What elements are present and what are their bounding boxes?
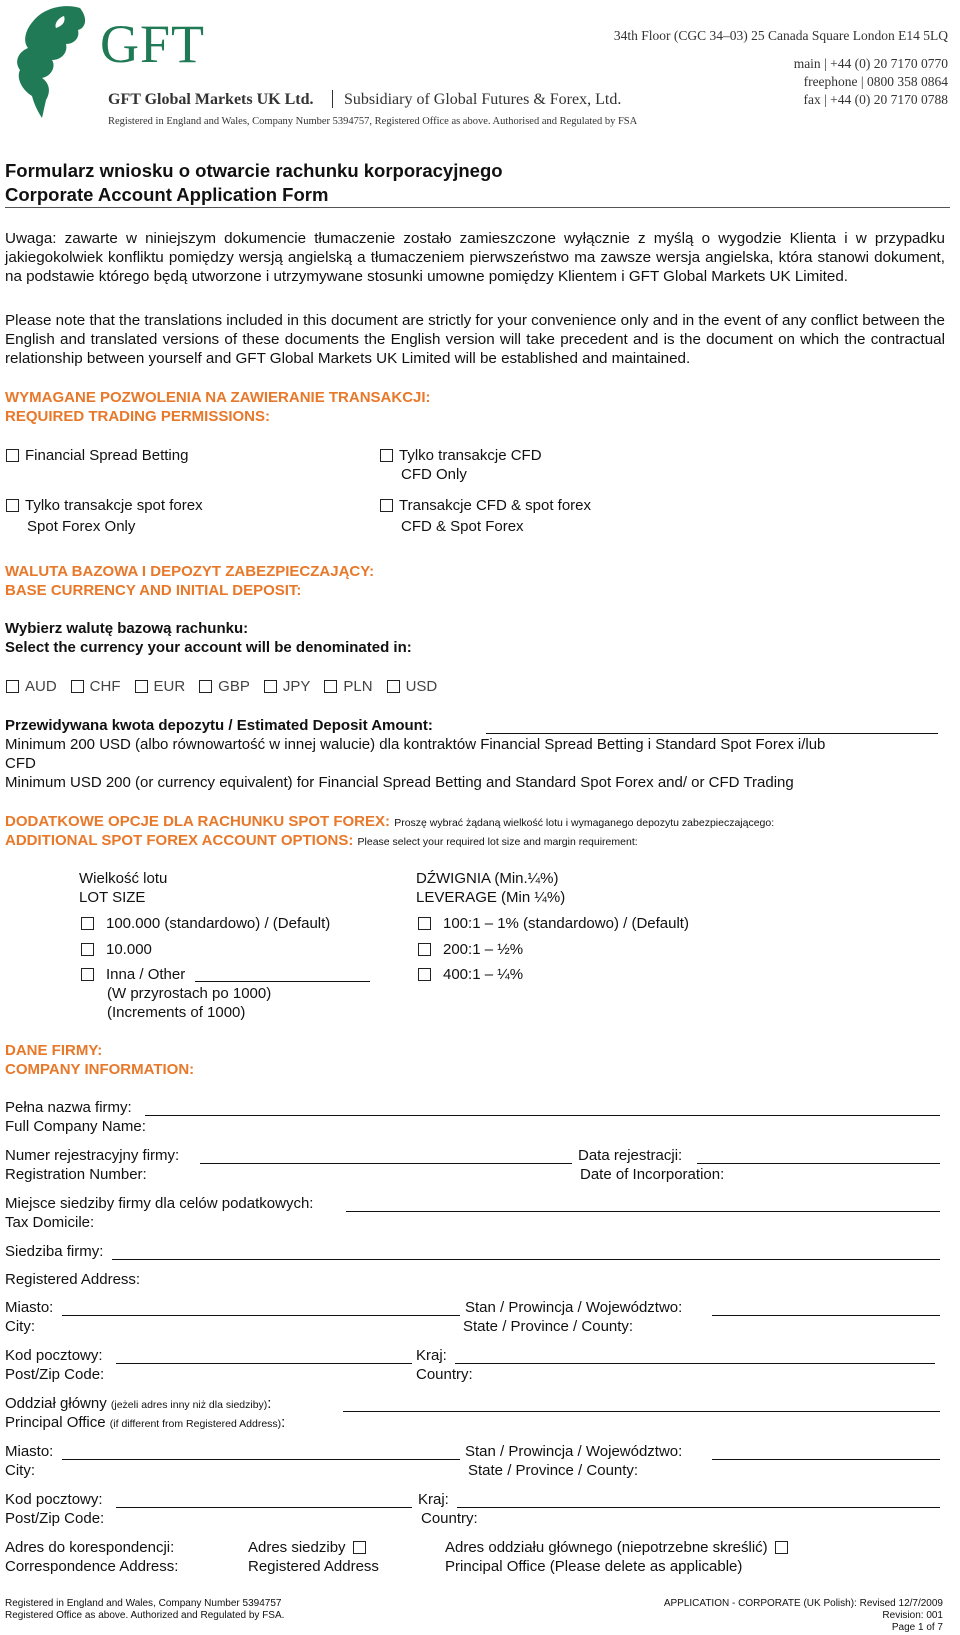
po-state-label-en: State / Province / County: <box>468 1462 639 1479</box>
permission-cfdspot-en: CFD & Spot Forex <box>401 518 524 535</box>
permission-cfd-en: CFD Only <box>401 466 467 483</box>
permission-cfd-label: Tylko transakcje CFD <box>399 447 542 464</box>
currency-pln[interactable]: PLN <box>324 677 372 696</box>
lot-heading-en: LOT SIZE <box>79 889 146 906</box>
po-city-label-en: City: <box>5 1462 35 1479</box>
phone-main: main | +44 (0) 20 7170 0770 <box>793 56 948 71</box>
options-heading-pl: DODATKOWE OPCJE DLA RACHUNKU SPOT FOREX: <box>5 813 391 830</box>
corr-principal-label: Adres oddziału głównego (niepotrzebne skreślić) <box>445 1539 768 1556</box>
registration-number-label-en: Registration Number: <box>5 1166 147 1183</box>
footer-page: Page 1 of 7 <box>891 1622 943 1633</box>
corr-principal-option[interactable] <box>445 1538 794 1557</box>
options-note-en: Please select your required lot size and margin requirement: <box>357 836 638 848</box>
currency-gbp[interactable]: GBP <box>199 677 250 696</box>
state-label: Stan / Prowincja / Województwo: <box>465 1299 683 1316</box>
permission-fsb-label: Financial Spread Betting <box>25 447 189 464</box>
currency-jpy[interactable]: JPY <box>264 677 311 696</box>
notice-pl: Uwaga: zawarte w niniejszym dokumencie tłumaczenie zostało zamieszczone wyłącznie z myślą o wygodzie Klienta i w przypadku jakiegokolwiek konfliktu pomiędzy wersją angielską a tłumaczeniem pierwszeństwo ma zawsze wersja angielska, która stanowi dokument, na podstawie którego będą utworzone i utrzymywane stosunki umowne pomiędzy Klientem i GFT Global Markets UK Limited. <box>5 230 945 285</box>
state-label-en: State / Province / County: <box>463 1318 634 1335</box>
corr-principal-label-en: Principal Office (Please delete as applicable) <box>445 1558 743 1575</box>
deposit-input[interactable] <box>486 733 938 734</box>
lot-heading-pl: Wielkość lotu <box>79 870 168 887</box>
phone-fax: fax | +44 (0) 20 7170 0788 <box>803 92 948 107</box>
correspondence-label-en: Correspondence Address: <box>5 1558 179 1575</box>
registered-address-label: Siedziba firmy: <box>5 1243 104 1260</box>
corr-registered-label-en: Registered Address <box>248 1558 379 1575</box>
principal-office-note: (jeżeli adres inny niż dla siedziby) <box>110 1399 268 1411</box>
principal-office-label-en: Principal Office <box>5 1414 106 1431</box>
checkbox[interactable] <box>380 499 393 512</box>
currency-usd[interactable]: USD <box>387 677 438 696</box>
permission-spot[interactable] <box>6 496 203 515</box>
options-heading-row-en <box>5 831 638 852</box>
page-title-en: Corporate Account Application Form <box>5 184 329 205</box>
subsidiary-line: Subsidiary of Global Futures & Forex, Ltd. <box>344 91 622 108</box>
po-country-label: Kraj: <box>418 1491 449 1508</box>
po-zip-input[interactable] <box>116 1507 412 1508</box>
deposit-min-pl: Minimum 200 USD (albo równowartość w innej walucie) dla kontraktów Financial Spread Betting i Standard Spot Forex i/lub <box>5 736 826 753</box>
footer-left-1: Registered in England and Wales, Company Number 5394757 <box>5 1598 282 1609</box>
permission-cfd[interactable] <box>380 446 542 465</box>
currency-aud[interactable]: AUD <box>6 677 57 696</box>
incorporation-date-input[interactable] <box>697 1163 940 1164</box>
company-heading-en: COMPANY INFORMATION: <box>5 1061 195 1078</box>
city-label-en: City: <box>5 1318 35 1335</box>
correspondence-label: Adres do korespondencji: <box>5 1539 175 1556</box>
lot-option-10000[interactable]: 10.000 <box>81 940 152 959</box>
po-country-label-en: Country: <box>421 1510 478 1527</box>
permissions-heading-en: REQUIRED TRADING PERMISSIONS: <box>5 408 271 425</box>
footer-right-1: APPLICATION - CORPORATE (UK Polish): Revised 12/7/2009 <box>663 1598 943 1609</box>
lev-option-default[interactable]: 100:1 – 1% (standardowo) / (Default) <box>418 914 689 933</box>
lot-other-note-en: (Increments of 1000) <box>107 1004 246 1021</box>
checkbox[interactable] <box>380 449 393 462</box>
principal-office-input[interactable] <box>343 1411 940 1412</box>
deposit-min-en: Minimum USD 200 (or currency equivalent) for Financial Spread Betting and Standard Spot Forex and/ or CFD Trading <box>5 774 794 791</box>
address-line: 34th Floor (CGC 34–03) 25 Canada Square London E14 5LQ <box>613 28 948 43</box>
principal-office-label-row: Oddział główny (jeżeli adres inny niż dla siedziby): <box>5 1395 272 1412</box>
principal-office-label: Oddział główny <box>5 1395 107 1412</box>
zip-label: Kod pocztowy: <box>5 1347 103 1364</box>
po-country-input[interactable] <box>457 1507 940 1508</box>
tax-domicile-label-en: Tax Domicile: <box>5 1214 95 1231</box>
checkbox[interactable] <box>775 1541 788 1554</box>
corr-registered-option[interactable] <box>248 1538 372 1557</box>
currency-chf[interactable]: CHF <box>71 677 121 696</box>
tax-domicile-input[interactable] <box>346 1211 940 1212</box>
lev-option-200[interactable]: 200:1 – ½% <box>418 940 523 959</box>
currency-eur[interactable]: EUR <box>135 677 186 696</box>
lot-other-input[interactable] <box>195 981 370 982</box>
po-city-input[interactable] <box>62 1459 460 1460</box>
po-state-label: Stan / Prowincja / Województwo: <box>465 1443 683 1460</box>
company-line: GFT Global Markets UK Ltd. <box>108 91 314 108</box>
currency-heading-pl: WALUTA BAZOWA I DEPOZYT ZABEZPIECZAJĄCY: <box>5 563 375 580</box>
notice-en: Please note that the translations included in this document are strictly for your convenience only and in the event of any conflict between the English and translated versions of these documents the English version will take precedent and is the document on which the contractual relationship between yourself and GFT Global Markets UK Limited will be established and maintained. <box>5 312 945 367</box>
lev-heading-en: LEVERAGE (Min ¼%) <box>416 889 566 906</box>
registered-address-input[interactable] <box>112 1259 940 1260</box>
currency-heading-en: BASE CURRENCY AND INITIAL DEPOSIT: <box>5 582 302 599</box>
country-label-en: Country: <box>416 1366 473 1383</box>
country-input[interactable] <box>455 1363 935 1364</box>
lot-other-note-pl: (W przyrostach po 1000) <box>107 985 272 1002</box>
po-zip-label-en: Post/Zip Code: <box>5 1510 105 1527</box>
tax-domicile-label: Miejsce siedziby firmy dla celów podatkowych: <box>5 1195 314 1212</box>
company-name-input[interactable] <box>145 1115 940 1116</box>
registration-number-label: Numer rejestracyjny firmy: <box>5 1147 180 1164</box>
principal-office-label-row-en: Principal Office (if different from Registered Address): <box>5 1414 286 1431</box>
lev-heading-pl: DŹWIGNIA (Min.¼%) <box>416 870 559 887</box>
company-heading-pl: DANE FIRMY: <box>5 1042 103 1059</box>
deposit-min-pl-2: CFD <box>5 755 36 772</box>
permissions-heading-pl: WYMAGANE POZWOLENIA NA ZAWIERANIE TRANSAKCJI: <box>5 389 431 406</box>
currency-select-en: Select the currency your account will be denominated in: <box>5 639 412 656</box>
company-name-label: Pełna nazwa firmy: <box>5 1099 132 1116</box>
currency-options <box>6 677 451 696</box>
permission-cfdspot[interactable] <box>380 496 591 515</box>
registration-number-input[interactable] <box>200 1163 572 1164</box>
logo-text: GFT <box>100 14 206 74</box>
po-zip-label: Kod pocztowy: <box>5 1491 103 1508</box>
footer-left-2: Registered Office as above. Authorized and Regulated by FSA. <box>5 1610 285 1621</box>
deposit-label: Przewidywana kwota depozytu / Estimated Deposit Amount: <box>5 717 433 734</box>
registered-line: Registered in England and Wales, Company Number 5394757, Registered Office as above. Authorised and Regulated by FSA <box>108 116 638 127</box>
permission-cfdspot-label: Transakcje CFD & spot forex <box>399 497 592 514</box>
incorporation-date-label-en: Date of Incorporation: <box>580 1166 725 1183</box>
options-heading-en: ADDITIONAL SPOT FOREX ACCOUNT OPTIONS: <box>5 832 354 849</box>
lion-logo-icon <box>8 4 98 119</box>
principal-office-note-en: (if different from Registered Address) <box>109 1418 282 1430</box>
permission-fsb[interactable] <box>6 446 188 465</box>
lot-option-default[interactable]: 100.000 (standardowo) / (Default) <box>81 914 330 933</box>
separator <box>332 90 333 108</box>
city-input[interactable] <box>62 1315 460 1316</box>
currency-select-pl: Wybierz walutę bazową rachunku: <box>5 620 249 637</box>
page-title: Formularz wniosku o otwarcie rachunku korporacyjnego <box>5 160 503 181</box>
country-label: Kraj: <box>416 1347 447 1364</box>
checkbox[interactable] <box>353 1541 366 1554</box>
zip-label-en: Post/Zip Code: <box>5 1366 105 1383</box>
corr-registered-label: Adres siedziby <box>248 1539 346 1556</box>
options-note-pl: Proszę wybrać żądaną wielkość lotu i wymaganego depozytu zabezpieczającego: <box>394 817 775 829</box>
po-city-label: Miasto: <box>5 1443 54 1460</box>
phone-freephone: freephone | 0800 358 0864 <box>803 74 948 89</box>
lot-option-other[interactable]: Inna / Other <box>81 965 185 984</box>
po-state-input[interactable] <box>712 1459 940 1460</box>
footer-right-2: Revision: 001 <box>882 1610 943 1621</box>
state-input[interactable] <box>712 1315 940 1316</box>
checkbox[interactable] <box>6 449 19 462</box>
lev-option-400[interactable]: 400:1 – ¼% <box>418 965 523 984</box>
title-rule <box>5 207 950 208</box>
permission-spot-en: Spot Forex Only <box>27 518 136 535</box>
city-label: Miasto: <box>5 1299 54 1316</box>
company-name-label-en: Full Company Name: <box>5 1118 146 1135</box>
incorporation-date-label: Data rejestracji: <box>578 1147 683 1164</box>
checkbox[interactable] <box>6 499 19 512</box>
options-heading-row-pl <box>5 812 774 833</box>
zip-input[interactable] <box>116 1363 412 1364</box>
registered-address-label-en: Registered Address: <box>5 1271 141 1288</box>
permission-spot-label: Tylko transakcje spot forex <box>25 497 203 514</box>
